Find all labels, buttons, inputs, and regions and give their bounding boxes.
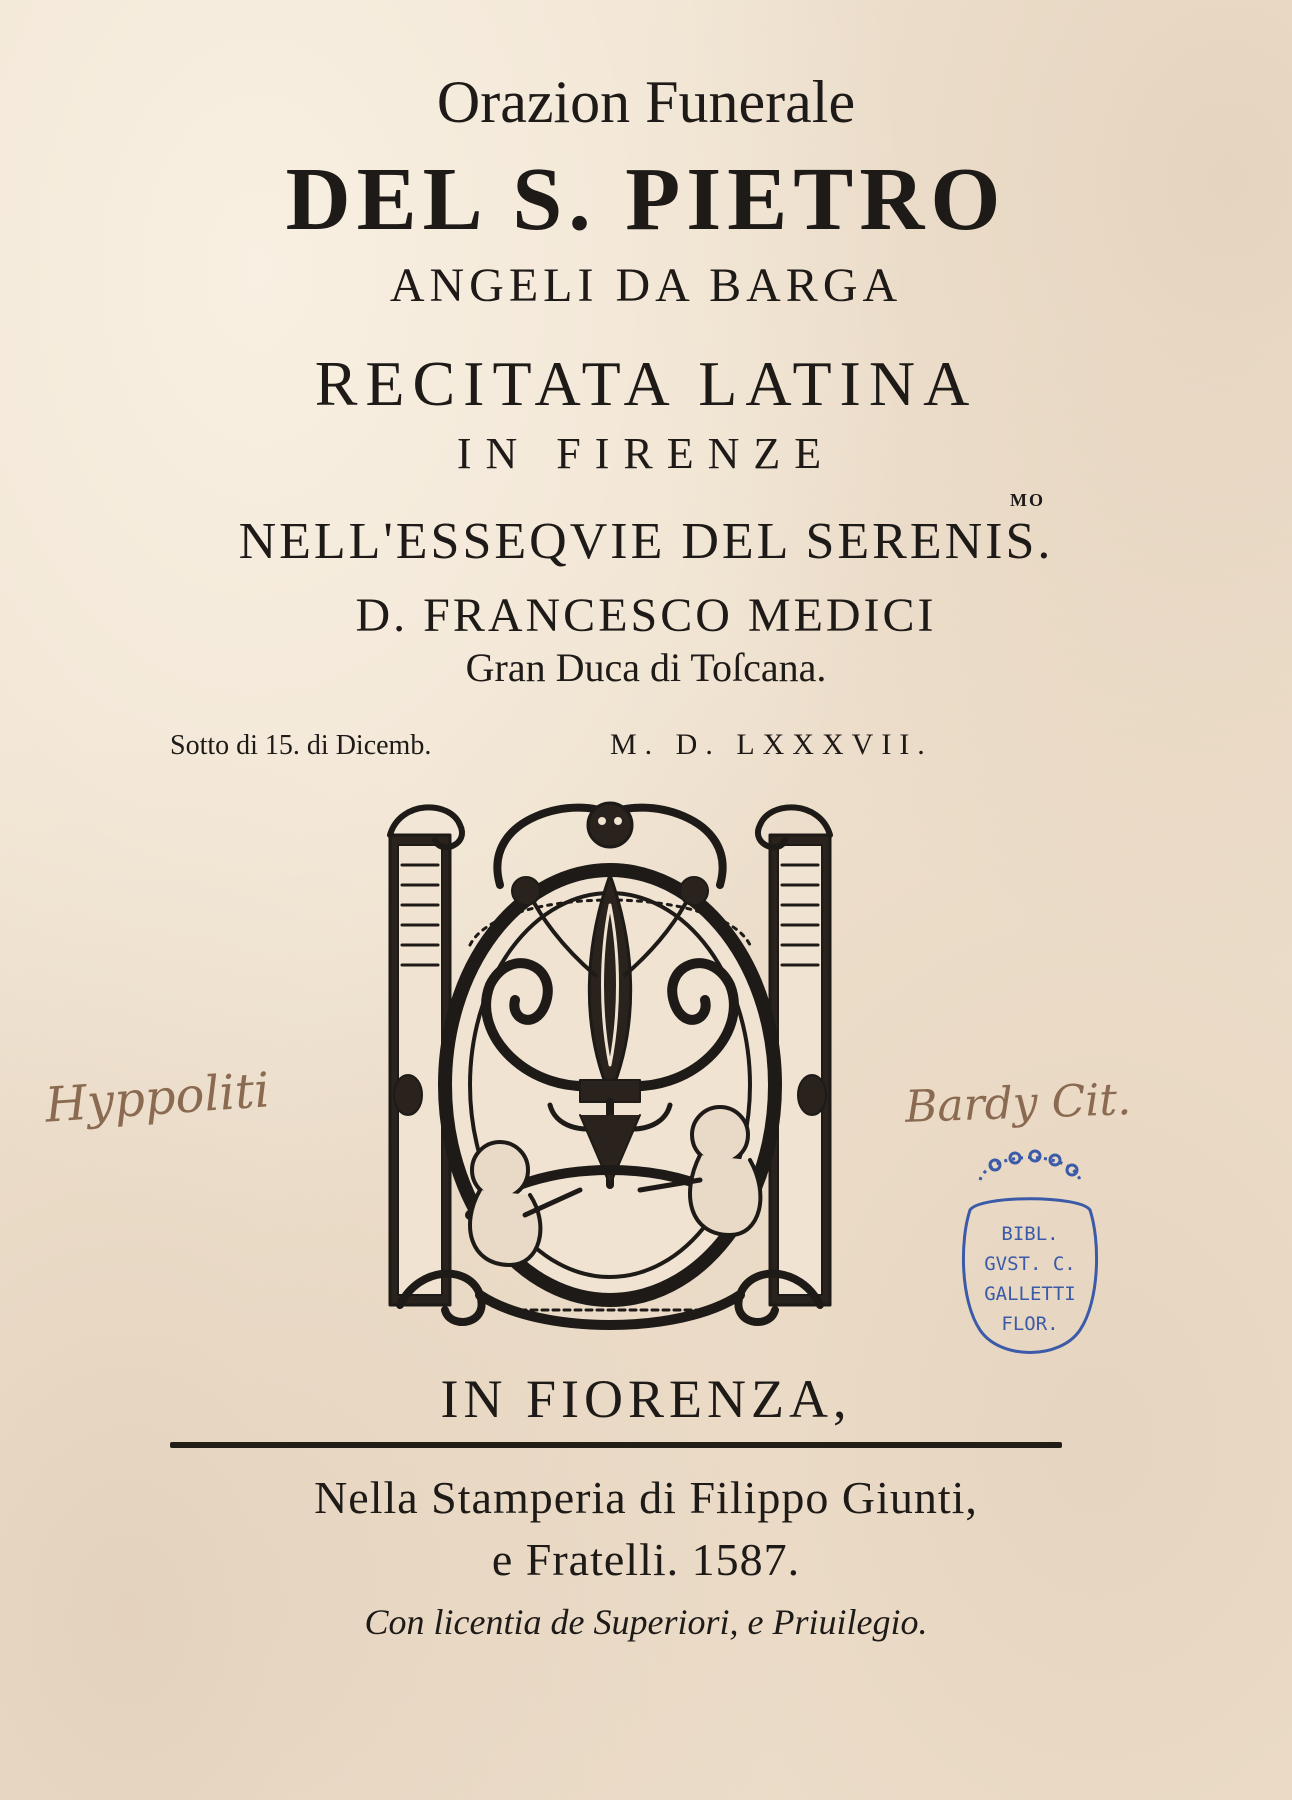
stamp-line-2: GVST. C. bbox=[984, 1253, 1076, 1275]
title-line-francesco: D. FRANCESCO MEDICI bbox=[355, 589, 937, 642]
date-day: Sotto di 15. di Dicemb. bbox=[170, 730, 432, 761]
stamp-line-3: GALLETTI bbox=[984, 1283, 1076, 1305]
library-stamp bbox=[950, 1140, 1110, 1380]
stamp-line-4: FLOR. bbox=[1001, 1313, 1059, 1335]
title-line-orazion: Orazion Funerale bbox=[436, 69, 856, 135]
handwritten-signature-left: Hyppoliti bbox=[43, 1062, 272, 1134]
license-line: Con licentia de Superiori, e Priuilegio. bbox=[364, 1602, 928, 1642]
stamp-line-1: BIBL. bbox=[1001, 1223, 1059, 1245]
handwritten-signature-right: Bardy Cit. bbox=[904, 1074, 1132, 1133]
place-of-printing: IN FIORENZA, bbox=[440, 1369, 852, 1429]
imprint-printer: Nella Stamperia di Filippo Giunti, bbox=[314, 1472, 978, 1523]
title-line-essequie: NELL'ESSEQVIE DEL SERENIS. bbox=[238, 513, 1054, 570]
florentine-lily-icon bbox=[380, 795, 840, 1335]
title-line-gran-duca: Gran Duca di Toſcana. bbox=[465, 645, 827, 690]
horizontal-rule bbox=[170, 1442, 1062, 1448]
title-superscript: MO bbox=[1010, 490, 1045, 510]
imprint-year: e Fratelli. 1587. bbox=[491, 1534, 801, 1585]
title-line-angeli: ANGELI DA BARGA bbox=[389, 259, 903, 312]
title-line-recitata: RECITATA LATINA bbox=[314, 348, 978, 419]
title-line-pietro: DEL S. PIETRO bbox=[285, 150, 1007, 249]
title-line-firenze: IN FIRENZE bbox=[456, 429, 836, 478]
date-year-roman: M. D. LXXXVII. bbox=[610, 728, 933, 761]
